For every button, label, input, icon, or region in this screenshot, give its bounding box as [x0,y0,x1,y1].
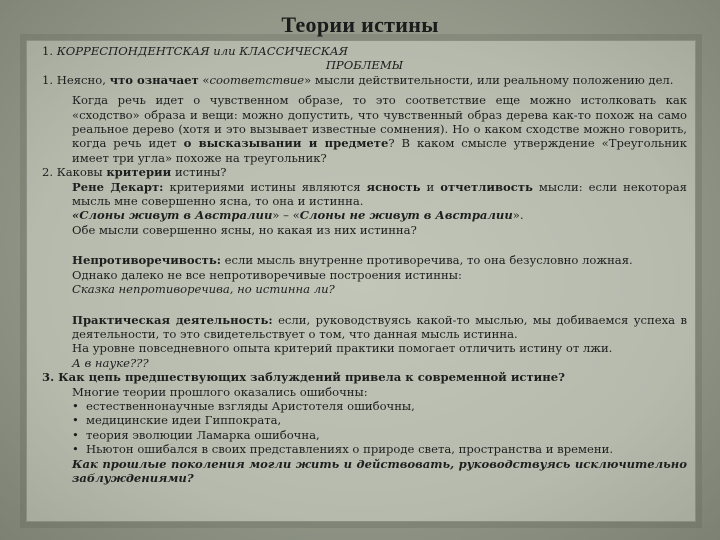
section-1-heading [42,44,687,58]
elephants-example [42,208,687,222]
consistency-caveat: Однако далеко не все непротиворечивые построения истинны: [72,267,462,282]
final-question [42,457,687,486]
sensory-image-paragraph [42,93,687,165]
descartes-name: Рене Декарт: [72,179,164,194]
question-correspondence [42,73,687,87]
practice-label: Практическая деятельность: [72,312,273,327]
fairy-tale-question [42,282,687,296]
practice-everyday: На уровне повседневного опыта критерий практики помогает отличить истину от лжи. [72,341,613,356]
final-question-text: Как прошлые поколения могли жить и действовать, руководствуясь исключительно заблуждениями? [72,456,687,485]
q1-text-italic: соответствие [209,72,305,87]
theories-lead: Многие теории прошлого оказались ошибочны: [72,384,368,399]
practice-text: если, руководствуясь какой-то мыслью, мы добиваемся успеха в деятельности, то это свидетельствует о том, что данная мысль истинна. [72,312,687,341]
q1-text-bold: что означает [109,72,199,87]
q1-text-a: 1. Неясно, [42,72,110,87]
para-text-a: Когда речь идет о чувственном образе, то это соответствие еще можно истолковать как «сходство» образа и вещи: можно допустить, что чувственный образ дерева как-то похож на само реальное дерево (хотя и это вызывает известные сомнения). Но о каком сходстве можно говорить, когда речь идет [72,93,687,151]
descartes-text-c: и [420,179,441,194]
para-text-bold: о высказывании и предмете [183,136,389,151]
consistency-paragraph [42,253,687,267]
elephants-question: Обе мысли совершенно ясны, но какая из них истинна? [72,222,417,237]
slide-title: Теории истины [281,12,439,37]
descartes-text-a: критериями истины являются [163,179,367,194]
slide-body [42,44,687,485]
descartes-distinctness: отчетливость [440,179,533,194]
list-item: • Ньютон ошибался в своих представлениях о природе света, пространства и времени. [72,442,687,456]
list-item: • теория эволюции Ламарка ошибочна, [72,428,687,442]
s2-text-bold: критерии [106,165,172,180]
example-a: «Слоны живут в Австралии [72,208,273,223]
s2-text-a: 2. Каковы [42,165,107,180]
problems-label [42,58,687,72]
para-text-c: ? В каком смысле утверждение «Треугольник имеет три угла» похоже на треугольник? [72,136,687,165]
heading-or: или [209,44,240,58]
mistaken-theories-list [42,399,687,457]
heading-classical: КЛАССИЧЕСКАЯ [239,44,348,58]
example-dash: » – « [272,208,300,223]
consistency-text: если мысль внутренне противоречива, то она безусловно ложная. [220,253,633,268]
section-3-heading [42,370,687,384]
q1-text-c: « [198,72,210,87]
example-c: Слоны не живут в Австралии [299,208,513,223]
example-end: ». [512,208,524,223]
descartes-paragraph [42,180,687,209]
s2-text-c: истины? [171,165,227,180]
practice-paragraph [42,313,687,342]
consistency-label: Непротиворечивость: [72,253,221,268]
fairy-tale-text: Сказка непротиворечива, но истинна ли? [72,282,335,297]
science-question: А в науке??? [72,355,149,370]
descartes-text-e: мысли: если некоторая мысль мне совершенно ясна, то она и истинна. [72,179,687,209]
descartes-clarity: ясность [366,179,421,194]
list-item: • медицинские идеи Гиппократа, [72,413,687,427]
section-2-heading [42,165,687,179]
section-1-number: 1. [42,44,57,58]
section-3-text: 3. Как цепь предшествующих заблуждений привела к современной истине? [42,370,565,385]
practice-science [42,356,687,370]
heading-correspondent: КОРРЕСПОНДЕНТСКАЯ [56,44,210,58]
list-item: • естественнонаучные взгляды Аристотеля ошибочны, [72,399,687,413]
problems-text: ПРОБЛЕМЫ [325,58,404,73]
q1-text-e: » мысли действительности, или реальному положению дел. [304,72,674,87]
